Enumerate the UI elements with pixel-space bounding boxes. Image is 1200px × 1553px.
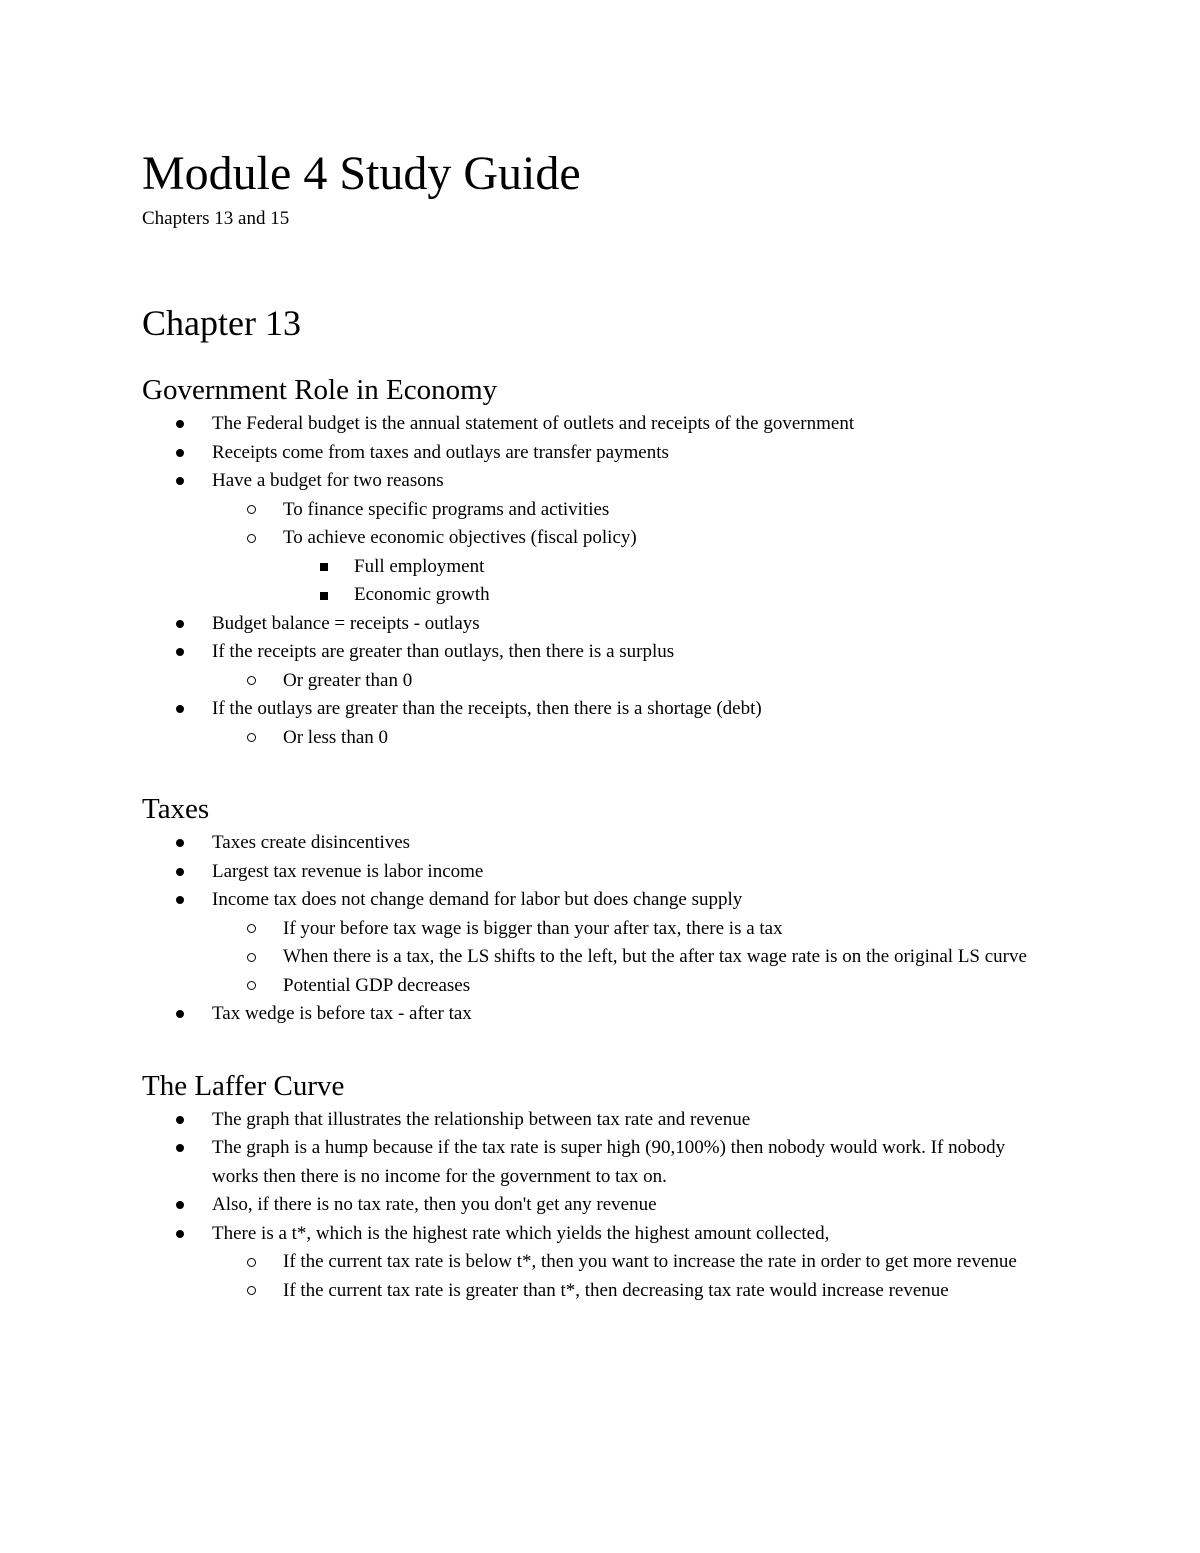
chapter-heading: Chapter 13	[142, 303, 301, 343]
list-item: Budget balance = receipts - outlays	[142, 610, 1047, 639]
list-item: Economic growth	[283, 581, 1047, 610]
list-item: The graph that illustrates the relationship between tax rate and revenue	[142, 1106, 1047, 1135]
document-title: Module 4 Study Guide	[142, 147, 581, 200]
taxes-list	[142, 829, 1047, 1029]
document-subtitle: Chapters 13 and 15	[142, 208, 290, 229]
circle-bullet-icon	[247, 915, 256, 944]
disc-bullet-icon	[176, 439, 184, 468]
list-item: There is a t*, which is the highest rate which yields the highest amount collected, If the current tax rate is below t*, then you want to increase the rate in order to get more revenue If the current tax rate is greater than t*, then decreasing tax rate would increase revenue	[142, 1220, 1047, 1306]
list-item: If the current tax rate is below t*, then you want to increase the rate in order to get more revenue	[212, 1248, 1047, 1277]
list-item: Taxes create disincentives	[142, 829, 1047, 858]
square-bullet-icon	[320, 581, 328, 610]
section-heading-taxes: Taxes	[142, 793, 210, 825]
document-page	[142, 140, 1047, 1305]
circle-bullet-icon	[247, 524, 256, 553]
list-item: Or greater than 0	[212, 667, 1047, 696]
list-item: If your before tax wage is bigger than your after tax, there is a tax	[212, 915, 1047, 944]
disc-bullet-icon	[176, 1191, 184, 1220]
disc-bullet-icon	[176, 610, 184, 639]
list-item: Also, if there is no tax rate, then you don't get any revenue	[142, 1191, 1047, 1220]
list-item: If the receipts are greater than outlays, then there is a surplus Or greater than 0	[142, 638, 1047, 695]
list-item: Have a budget for two reasons To finance specific programs and activities To achieve economic objectives (fiscal policy) Full employment Economic growth	[142, 467, 1047, 610]
disc-bullet-icon	[176, 1220, 184, 1249]
list-item: Income tax does not change demand for labor but does change supply If your before tax wage is bigger than your after tax, there is a tax When there is a tax, the LS shifts to the left, but the after tax wage rate is on the original LS curve Potential GDP decreases	[142, 886, 1047, 1000]
section-heading-government: Government Role in Economy	[142, 374, 498, 406]
disc-bullet-icon	[176, 638, 184, 667]
section-heading-laffer: The Laffer Curve	[142, 1069, 345, 1102]
list-item: To finance specific programs and activities	[212, 496, 1047, 525]
list-item: To achieve economic objectives (fiscal policy) Full employment Economic growth	[212, 524, 1047, 610]
list-item: When there is a tax, the LS shifts to the left, but the after tax wage rate is on the original LS curve	[212, 943, 1047, 972]
square-bullet-icon	[320, 553, 328, 582]
list-item: Largest tax revenue is labor income	[142, 858, 1047, 887]
list-item: Full employment	[283, 553, 1047, 582]
laffer-list	[142, 1106, 1047, 1306]
circle-bullet-icon	[247, 496, 256, 525]
circle-bullet-icon	[247, 943, 256, 972]
list-item: The Federal budget is the annual statement of outlets and receipts of the government	[142, 410, 1047, 439]
circle-bullet-icon	[247, 724, 256, 753]
disc-bullet-icon	[176, 467, 184, 496]
disc-bullet-icon	[176, 858, 184, 887]
circle-bullet-icon	[247, 667, 256, 696]
disc-bullet-icon	[176, 1106, 184, 1135]
list-item: Potential GDP decreases	[212, 972, 1047, 1001]
disc-bullet-icon	[176, 1134, 184, 1163]
circle-bullet-icon	[247, 1277, 256, 1306]
circle-bullet-icon	[247, 972, 256, 1001]
disc-bullet-icon	[176, 886, 184, 915]
list-item: Receipts come from taxes and outlays are transfer payments	[142, 439, 1047, 468]
disc-bullet-icon	[176, 829, 184, 858]
disc-bullet-icon	[176, 1000, 184, 1029]
government-list	[142, 410, 1047, 752]
list-item: Tax wedge is before tax - after tax	[142, 1000, 1047, 1029]
list-item: If the outlays are greater than the receipts, then there is a shortage (debt) Or less than 0	[142, 695, 1047, 752]
list-item: The graph is a hump because if the tax rate is super high (90,100%) then nobody would work. If nobody works then there is no income for the government to tax on.	[142, 1134, 1047, 1191]
disc-bullet-icon	[176, 410, 184, 439]
circle-bullet-icon	[247, 1248, 256, 1277]
list-item: If the current tax rate is greater than t*, then decreasing tax rate would increase revenue	[212, 1277, 1047, 1306]
disc-bullet-icon	[176, 695, 184, 724]
list-item: Or less than 0	[212, 724, 1047, 753]
